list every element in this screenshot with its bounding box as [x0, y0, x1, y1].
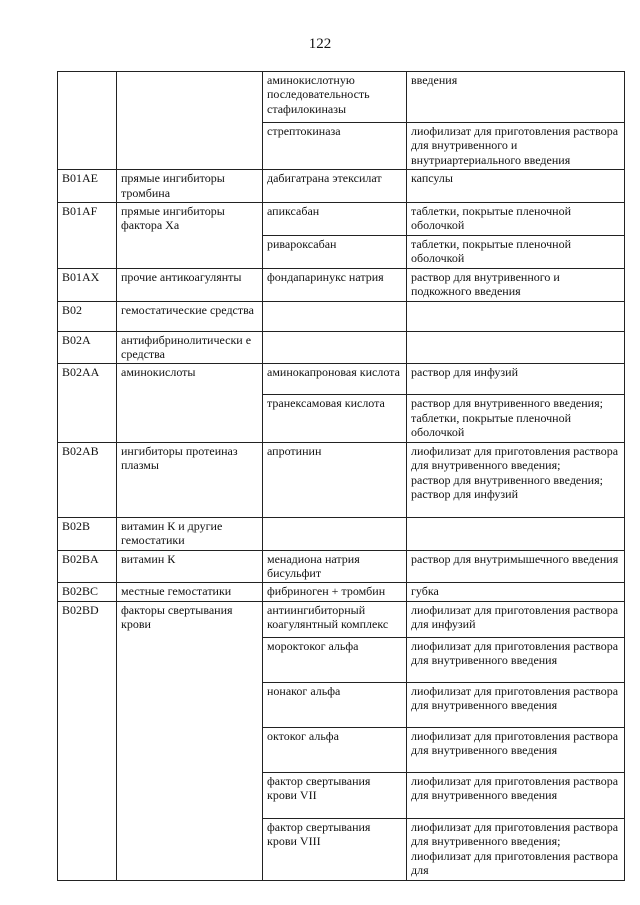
- atc-code-cell: B01AE: [58, 170, 117, 203]
- drug-name-cell: апиксабан: [263, 203, 407, 236]
- dosage-form-cell: лиофилизат для приготовления раствора для внутривенного введения; лиофилизат для приготовления раствора для: [407, 818, 625, 880]
- atc-group-cell: витамин К: [117, 550, 263, 583]
- atc-code-cell: B02BD: [58, 601, 117, 880]
- drug-name-cell: менадиона натрия бисульфит: [263, 550, 407, 583]
- atc-group-cell: аминокислоты: [117, 364, 263, 442]
- drug-name-cell: аминокапроновая кислота: [263, 364, 407, 395]
- atc-group-cell: [117, 72, 263, 170]
- atc-code-cell: B02BC: [58, 583, 117, 601]
- atc-drug-table: [57, 71, 625, 881]
- dosage-form-cell: лиофилизат для приготовления раствора для инфузий: [407, 601, 625, 637]
- drug-name-cell: апротинин: [263, 442, 407, 517]
- atc-group-cell: витамин К и другие гемостатики: [117, 517, 263, 550]
- table-row: [58, 301, 625, 331]
- drug-name-cell: фактор свертывания крови VIII: [263, 818, 407, 880]
- dosage-form-cell: лиофилизат для приготовления раствора для внутривенного введения: [407, 637, 625, 682]
- dosage-form-cell: [407, 331, 625, 364]
- atc-code-cell: B02AB: [58, 442, 117, 517]
- atc-group-cell: антифибринолитически е средства: [117, 331, 263, 364]
- dosage-form-cell: раствор для внутримышечного введения: [407, 550, 625, 583]
- drug-name-cell: дабигатрана этексилат: [263, 170, 407, 203]
- atc-group-cell: местные гемостатики: [117, 583, 263, 601]
- atc-code-cell: B01AF: [58, 203, 117, 269]
- table-row: [58, 170, 625, 203]
- drug-name-cell: [263, 331, 407, 364]
- atc-code-cell: [58, 72, 117, 170]
- atc-group-cell: факторы свертывания крови: [117, 601, 263, 880]
- atc-code-cell: B02AA: [58, 364, 117, 442]
- table-row: [58, 550, 625, 583]
- dosage-form-cell: лиофилизат для приготовления раствора для внутривенного введения: [407, 727, 625, 772]
- dosage-form-cell: [407, 517, 625, 550]
- table-row: [58, 364, 625, 395]
- dosage-form-cell: раствор для внутривенного и подкожного введения: [407, 268, 625, 301]
- dosage-form-cell: лиофилизат для приготовления раствора для внутривенного введения: [407, 682, 625, 727]
- table-row: [58, 331, 625, 364]
- atc-group-cell: прямые ингибиторы фактора Ха: [117, 203, 263, 269]
- atc-group-cell: прочие антикоагулянты: [117, 268, 263, 301]
- atc-code-cell: B02B: [58, 517, 117, 550]
- drug-name-cell: транексамовая кислота: [263, 395, 407, 442]
- page-number: 122: [308, 36, 332, 52]
- table-row: [58, 517, 625, 550]
- dosage-form-cell: введения: [407, 72, 625, 123]
- drug-name-cell: фибриноген + тромбин: [263, 583, 407, 601]
- table-row: [58, 72, 625, 123]
- atc-group-cell: ингибиторы протеиназ плазмы: [117, 442, 263, 517]
- dosage-form-cell: раствор для внутривенного введения; таблетки, покрытые пленочной оболочкой: [407, 395, 625, 442]
- table-row: [58, 442, 625, 517]
- atc-group-cell: прямые ингибиторы тромбина: [117, 170, 263, 203]
- dosage-form-cell: таблетки, покрытые пленочной оболочкой: [407, 203, 625, 236]
- atc-code-cell: B02A: [58, 331, 117, 364]
- atc-group-cell: гемостатические средства: [117, 301, 263, 331]
- atc-code-cell: B02: [58, 301, 117, 331]
- table-row: [58, 268, 625, 301]
- dosage-form-cell: капсулы: [407, 170, 625, 203]
- drug-name-cell: [263, 517, 407, 550]
- drug-name-cell: нонаког альфа: [263, 682, 407, 727]
- drug-name-cell: стрептокиназа: [263, 123, 407, 170]
- drug-name-cell: аминокислотную последовательность стафилокиназы: [263, 72, 407, 123]
- table-row: [58, 601, 625, 637]
- dosage-form-cell: лиофилизат для приготовления раствора для внутривенного введения; раствор для внутривенного введения; раствор для инфузий: [407, 442, 625, 517]
- dosage-form-cell: [407, 301, 625, 331]
- dosage-form-cell: лиофилизат для приготовления раствора для внутривенного введения: [407, 772, 625, 818]
- table-row: [58, 203, 625, 236]
- dosage-form-cell: раствор для инфузий: [407, 364, 625, 395]
- table-row: [58, 583, 625, 601]
- drug-name-cell: ривароксабан: [263, 235, 407, 268]
- dosage-form-cell: лиофилизат для приготовления раствора для внутривенного и внутриартериального введения: [407, 123, 625, 170]
- drug-name-cell: [263, 301, 407, 331]
- atc-code-cell: B02BA: [58, 550, 117, 583]
- drug-name-cell: антиингибиторный коагулянтный комплекс: [263, 601, 407, 637]
- drug-name-cell: фактор свертывания крови VII: [263, 772, 407, 818]
- drug-name-cell: фондапаринукс натрия: [263, 268, 407, 301]
- drug-name-cell: мороктоког альфа: [263, 637, 407, 682]
- dosage-form-cell: таблетки, покрытые пленочной оболочкой: [407, 235, 625, 268]
- dosage-form-cell: губка: [407, 583, 625, 601]
- atc-code-cell: B01AX: [58, 268, 117, 301]
- drug-name-cell: октоког альфа: [263, 727, 407, 772]
